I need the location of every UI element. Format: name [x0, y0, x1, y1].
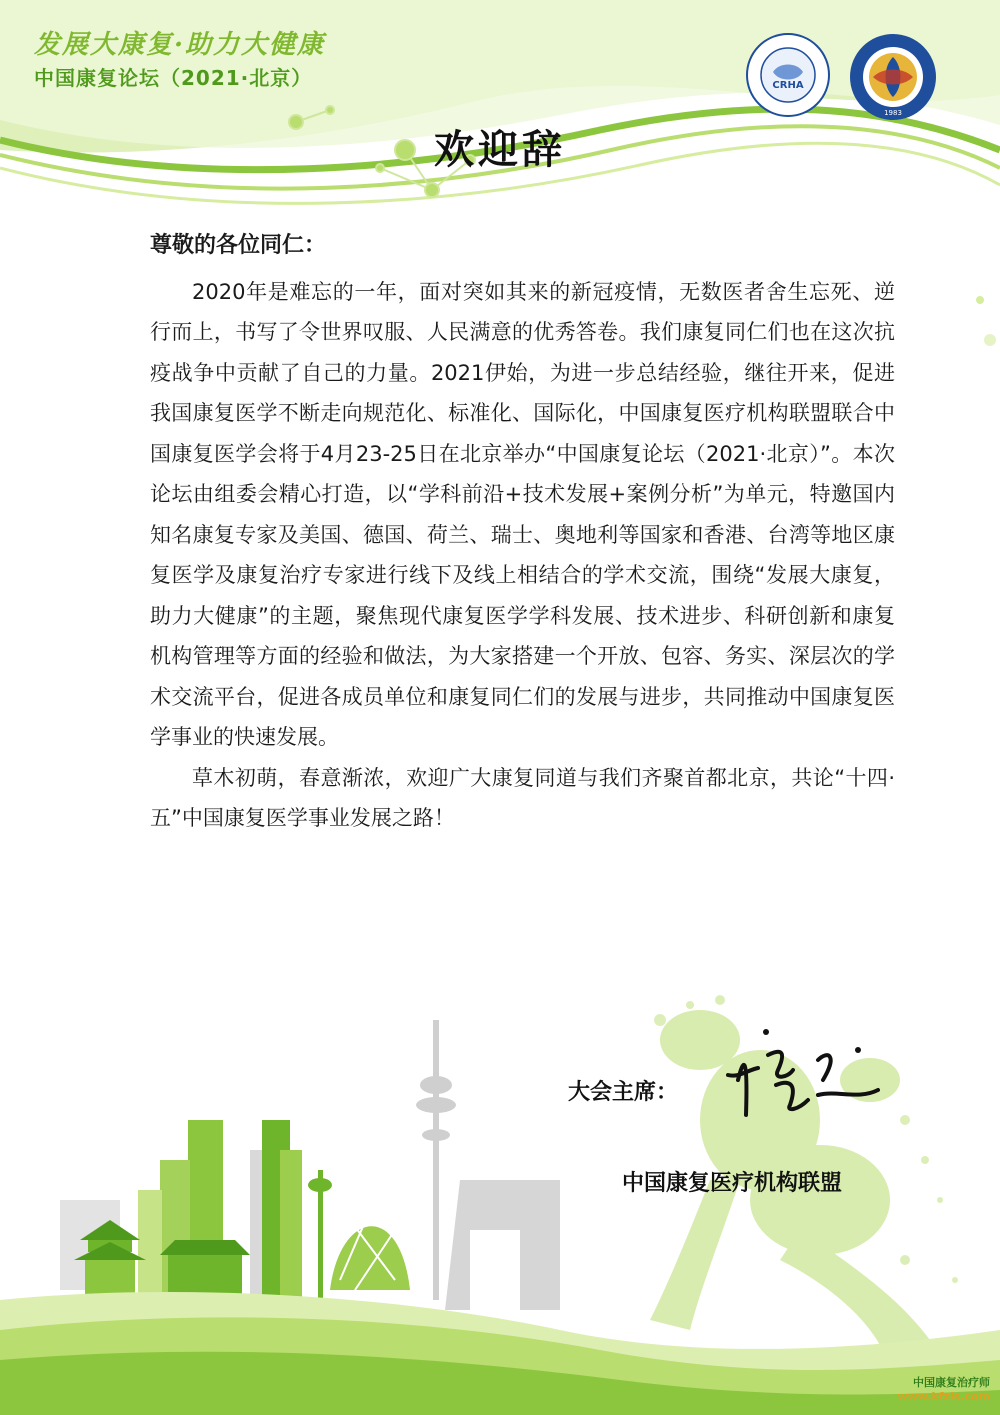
header-subtitle: 中国康复论坛（2021·北京）: [34, 66, 313, 90]
header-slogan: 发展大康复·助力大健康: [34, 30, 326, 60]
paragraph-1: 2020年是难忘的一年，面对突如其来的新冠疫情，无数医者舍生忘死、逆行而上，书写了令世界叹服、人民满意的优秀答卷。我们康复同仁们也在这次抗疫战争中贡献了自己的力量。2021伊始，为进一步总结经验，继往开来，促进我国康复医学不断走向规范化、标准化、国际化，中国康复医疗机构联盟联合中国康复医学会将于4月23-25日在北京举办“中国康复论坛（2021·北京）”。本次论坛由组委会精心打造，以“学科前沿+技术发展+案例分析”为单元，特邀国内知名康复专家及美国、德国、荷兰、瑞士、奥地利等国家和香港、台湾等地区康复医学及康复治疗专家进行线下及线上相结合的学术交流，围绕“发展大康复，助力大健康”的主题，聚焦现代康复医学学科发展、技术进步、科研创新和康复机构管理等方面的经验和做法，为大家搭建一个开放、包容、务实、深层次的学术交流平台，促进各成员单位和康复同仁们的发展与进步，共同推动中国康复医学事业的快速发展。: [150, 279, 895, 749]
signature-label: 大会主席：: [568, 1080, 679, 1105]
watermark: [897, 1376, 990, 1404]
page-title: 欢迎辞: [434, 126, 566, 173]
paragraph-2: 草木初萌，春意渐浓，欢迎广大康复同道与我们齐聚首都北京，共论“十四·五”中国康复医学事业发展之路！: [150, 765, 895, 830]
letter-body: [150, 226, 895, 839]
crha-logo: [745, 32, 831, 118]
signature-organization: 中国康复医疗机构联盟: [622, 1171, 843, 1196]
svg-text:1983: 1983: [884, 109, 902, 117]
rehab-association-logo: [848, 32, 938, 122]
watermark-url: www.kfzls.com: [897, 1390, 990, 1403]
signature: [718, 1020, 888, 1140]
watermark-title: 中国康复治疗师: [913, 1376, 990, 1389]
svg-text:CRHA: CRHA: [772, 80, 804, 91]
greeting: 尊敬的各位同仁：: [150, 233, 327, 258]
